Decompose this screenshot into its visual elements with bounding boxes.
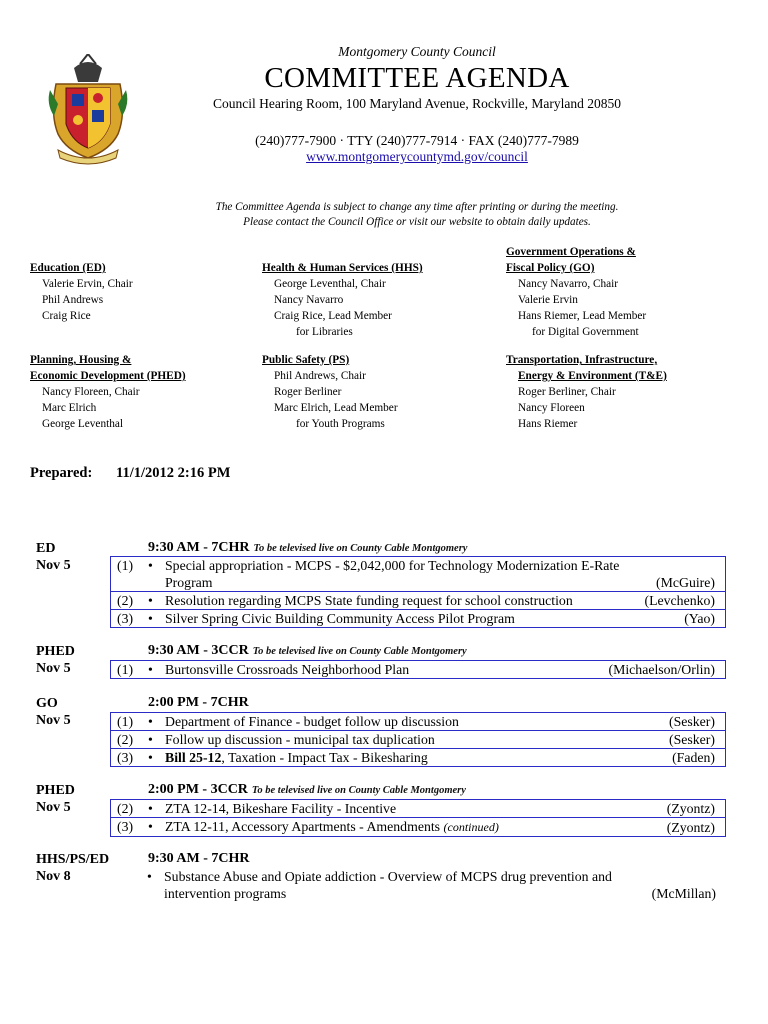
bullet: •	[148, 662, 153, 677]
committee-ed	[30, 260, 133, 324]
committee-member: George Leventhal, Chair	[274, 278, 386, 290]
meeting-time-room: 2:00 PM - 7CHR	[148, 695, 249, 710]
meeting-time	[148, 782, 466, 798]
meeting-committee	[36, 851, 109, 885]
televised-note: To be televised live on County Cable Montgomery	[251, 785, 466, 796]
meeting-time-room: 2:00 PM - 3CCR	[148, 782, 248, 797]
meeting-code: PHED	[36, 644, 75, 659]
bullet: •	[148, 558, 153, 573]
item-text: , Taxation - Impact Tax - Bikesharing	[221, 750, 428, 765]
meeting-committee	[36, 782, 75, 816]
committee-member: for Libraries	[296, 326, 353, 338]
meeting-time-room: 9:30 AM - 7CHR	[148, 851, 250, 866]
contact-phone: (240)777-7900 · TTY (240)777-7914 · FAX (240)777-7989	[255, 133, 579, 148]
agenda-item-list	[110, 712, 726, 767]
item-presenter: (Yao)	[684, 611, 715, 626]
agenda-item[interactable]	[111, 817, 725, 836]
item-number: (2)	[117, 801, 134, 816]
committee-name: Health & Human Services (HHS)	[262, 262, 423, 274]
prepared-timestamp: 11/1/2012 2:16 PM	[116, 465, 231, 481]
item-number: (3)	[117, 611, 134, 626]
item-text: Silver Spring Civic Building Community Access Pilot Program	[165, 611, 515, 626]
item-text: intervention programs	[164, 886, 287, 901]
meeting-date: Nov 5	[36, 713, 71, 728]
committee-member: Marc Elrich	[42, 402, 97, 414]
agenda-item[interactable]	[111, 609, 725, 627]
committee-member: for Digital Government	[532, 326, 639, 338]
item-presenter: (McMillan)	[651, 886, 716, 901]
agenda-item-list	[110, 660, 726, 679]
agenda-item[interactable]	[111, 591, 725, 609]
committee-name: Energy & Environment (T&E)	[518, 370, 667, 382]
item-number: (2)	[117, 732, 134, 747]
meeting-time	[148, 851, 250, 867]
page-title: COMMITTEE AGENDA	[264, 62, 570, 94]
meeting-time	[148, 643, 467, 659]
item-text: ZTA 12-11, Accessory Apartments - Amendments	[165, 819, 441, 834]
bullet: •	[148, 732, 153, 747]
agenda-item[interactable]	[111, 730, 725, 748]
bullet: •	[148, 593, 153, 608]
agenda-item[interactable]	[111, 661, 725, 678]
meeting-date: Nov 5	[36, 661, 71, 676]
meeting-committee	[36, 695, 71, 729]
item-number: (1)	[117, 662, 134, 677]
bullet: •	[147, 869, 152, 884]
prepared-line	[30, 465, 231, 482]
meeting-time	[148, 695, 249, 711]
item-text: Department of Finance - budget follow up discussion	[165, 714, 459, 729]
council-website-link[interactable]: www.montgomerycountymd.gov/council	[306, 149, 528, 164]
agenda-item[interactable]	[111, 713, 725, 730]
item-number: (1)	[117, 714, 134, 729]
committee-name: Transportation, Infrastructure,	[506, 354, 658, 366]
committee-hhs	[262, 260, 423, 340]
item-number: (3)	[117, 819, 134, 834]
committee-member: Valerie Ervin	[518, 294, 578, 306]
committee-name: Economic Development (PHED)	[30, 370, 186, 382]
meeting-date: Nov 5	[36, 800, 71, 815]
televised-note: To be televised live on County Cable Montgomery	[253, 543, 468, 554]
committee-member: Nancy Floreen, Chair	[42, 386, 140, 398]
meeting-code: GO	[36, 696, 58, 711]
bullet: •	[148, 801, 153, 816]
agenda-item[interactable]	[111, 800, 725, 817]
committee-member: Hans Riemer, Lead Member	[518, 310, 647, 322]
item-presenter: (Zyontz)	[666, 801, 715, 816]
item-text: Special appropriation - MCPS - $2,042,000 for Technology Modernization E-Rate	[165, 558, 620, 573]
council-name: Montgomery County Council	[338, 44, 496, 59]
committee-member: Nancy Navarro, Chair	[518, 278, 619, 290]
committee-member: Nancy Floreen	[518, 402, 585, 414]
item-text: Burtonsville Crossroads Neighborhood Plan	[165, 662, 410, 677]
agenda-item-list	[110, 799, 726, 837]
prepared-label: Prepared:	[30, 465, 93, 481]
agenda-item-list	[110, 556, 726, 628]
agenda-item[interactable]	[110, 868, 726, 902]
item-number: (1)	[117, 558, 134, 573]
bullet: •	[148, 750, 153, 765]
meeting-date: Nov 8	[36, 869, 71, 884]
committee-member: Valerie Ervin, Chair	[42, 278, 133, 290]
committee-go	[506, 244, 646, 340]
item-presenter: (McGuire)	[656, 575, 715, 590]
meeting-time-room: 9:30 AM - 3CCR	[148, 643, 249, 658]
agenda-item[interactable]	[111, 748, 725, 766]
continued-note: (continued)	[443, 820, 499, 834]
committee-member: Roger Berliner, Chair	[518, 386, 616, 398]
agenda-item[interactable]	[111, 557, 725, 591]
committee-member: Craig Rice, Lead Member	[274, 310, 392, 322]
committee-name: Education (ED)	[30, 262, 106, 274]
committee-ps	[262, 352, 398, 432]
disclaimer-line: The Committee Agenda is subject to change any time after printing or during the meeting.	[215, 201, 619, 213]
item-number: (3)	[117, 750, 134, 765]
item-presenter: (Michaelson/Orlin)	[608, 662, 715, 677]
meeting-code: PHED	[36, 783, 75, 798]
bill-number: Bill 25-12	[165, 750, 222, 765]
meeting-committee	[36, 643, 75, 677]
meeting-time	[148, 540, 467, 556]
item-presenter: (Levchenko)	[644, 593, 715, 608]
county-seal-icon	[44, 54, 132, 166]
meeting-code: HHS/PS/ED	[36, 852, 110, 867]
committee-member: Phil Andrews, Chair	[274, 370, 366, 382]
committee-member: Hans Riemer	[518, 418, 578, 430]
committee-member: Roger Berliner	[274, 386, 342, 398]
bullet: •	[148, 819, 153, 834]
committee-member: Marc Elrich, Lead Member	[274, 402, 398, 414]
televised-note: To be televised live on County Cable Montgomery	[252, 646, 467, 657]
meeting-time-room: 9:30 AM - 7CHR	[148, 540, 250, 555]
hearing-room-address: Council Hearing Room, 100 Maryland Avenue, Rockville, Maryland 20850	[212, 96, 622, 111]
meeting-date: Nov 5	[36, 558, 71, 573]
committee-member: Nancy Navarro	[274, 294, 344, 306]
committee-member: Phil Andrews	[42, 294, 104, 306]
item-presenter: (Sesker)	[669, 714, 715, 729]
disclaimer-line: Please contact the Council Office or visit our website to obtain daily updates.	[243, 216, 591, 228]
item-text: Substance Abuse and Opiate addiction - Overview of MCPS drug prevention and	[164, 869, 612, 884]
item-presenter: (Sesker)	[669, 732, 715, 747]
item-text: ZTA 12-14, Bikeshare Facility - Incentive	[165, 801, 397, 816]
committee-member: Craig Rice	[42, 310, 91, 322]
item-presenter: (Zyontz)	[666, 820, 715, 835]
committee-member: for Youth Programs	[296, 418, 385, 430]
committee-member: George Leventhal	[42, 418, 124, 430]
meeting-committee	[36, 540, 71, 574]
item-presenter: (Faden)	[672, 750, 715, 765]
committee-te	[506, 352, 667, 432]
bullet: •	[148, 714, 153, 729]
item-text: Follow up discussion - municipal tax duplication	[165, 732, 435, 747]
item-text: Program	[165, 575, 213, 590]
committee-name: Public Safety (PS)	[262, 354, 350, 366]
item-number: (2)	[117, 593, 134, 608]
committee-name: Government Operations &	[506, 246, 636, 258]
meeting-code: ED	[36, 541, 56, 556]
bullet: •	[148, 611, 153, 626]
agenda-item-list	[110, 868, 726, 902]
committee-phed	[30, 352, 186, 432]
item-text: Resolution regarding MCPS State funding request for school construction	[165, 593, 573, 608]
committee-name: Planning, Housing &	[30, 354, 132, 366]
committee-name: Fiscal Policy (GO)	[506, 262, 595, 274]
